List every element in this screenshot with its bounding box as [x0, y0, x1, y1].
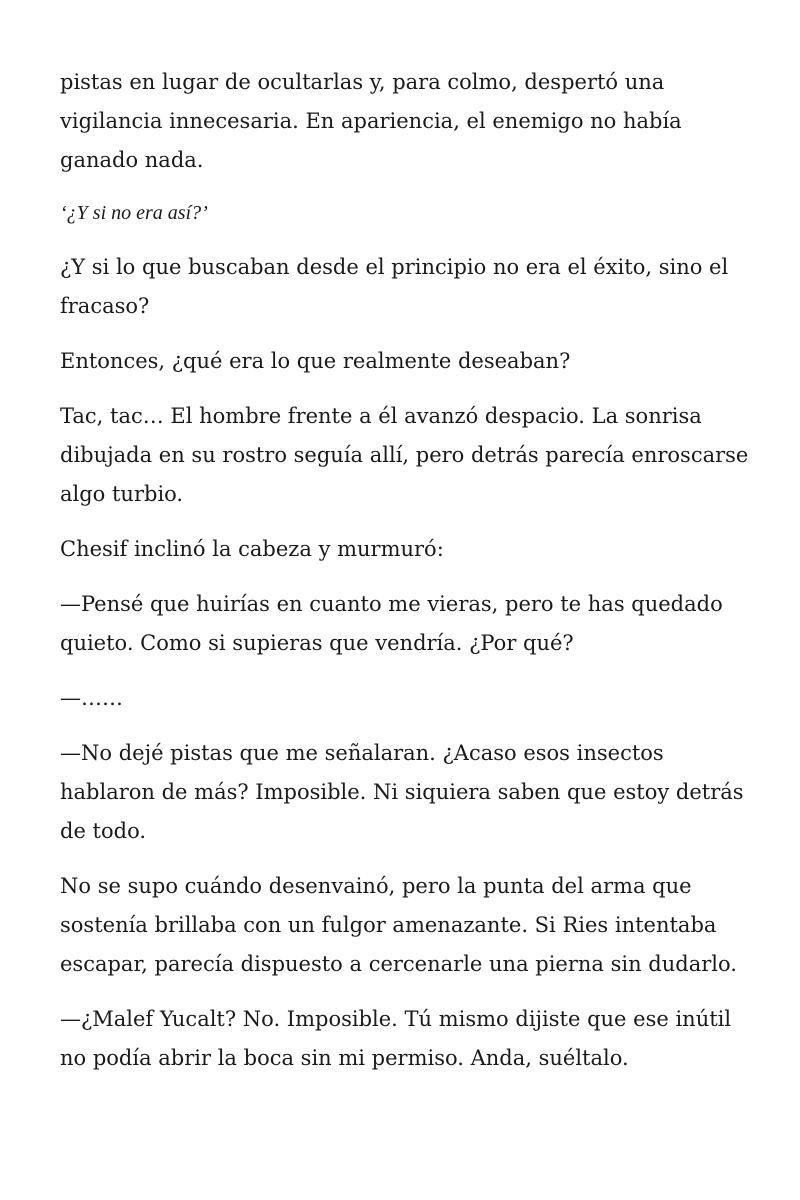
document-body: [60, 63, 750, 1094]
paragraph: ¿Y si lo que buscaban desde el principio no era el éxito, sino el fracaso?: [60, 255, 729, 318]
dialogue-line: —……: [60, 686, 123, 710]
dialogue-line: —No dejé pistas que me señalaran. ¿Acaso esos insectos hablaron de más? Imposible. Ni siquiera saben que estoy detrás de todo.: [60, 741, 744, 843]
paragraph: pistas en lugar de ocultarlas y, para colmo, despertó una vigilancia innecesaria. En apariencia, el enemigo no había ganado nada.: [60, 70, 682, 172]
dialogue-line: —¿Malef Yucalt? No. Imposible. Tú mismo dijiste que ese inútil no podía abrir la boca sin mi permiso. Anda, suéltalo.: [60, 1007, 732, 1070]
paragraph: Tac, tac… El hombre frente a él avanzó despacio. La sonrisa dibujada en su rostro seguía allí, pero detrás parecía enroscarse algo turbio.: [60, 404, 749, 506]
paragraph: Chesif inclinó la cabeza y murmuró:: [60, 537, 444, 561]
paragraph: No se supo cuándo desenvainó, pero la punta del arma que sostenía brillaba con un fulgor amenazante. Si Ries intentaba escapar, parecía dispuesto a cercenarle una pierna sin dudarlo.: [60, 874, 737, 976]
dialogue-line: —Pensé que huirías en cuanto me vieras, pero te has quedado quieto. Como si supieras que vendría. ¿Por qué?: [60, 592, 723, 655]
italic-thought: ‘¿Y si no era así?’: [60, 202, 208, 224]
paragraph: Entonces, ¿qué era lo que realmente deseaban?: [60, 349, 571, 373]
